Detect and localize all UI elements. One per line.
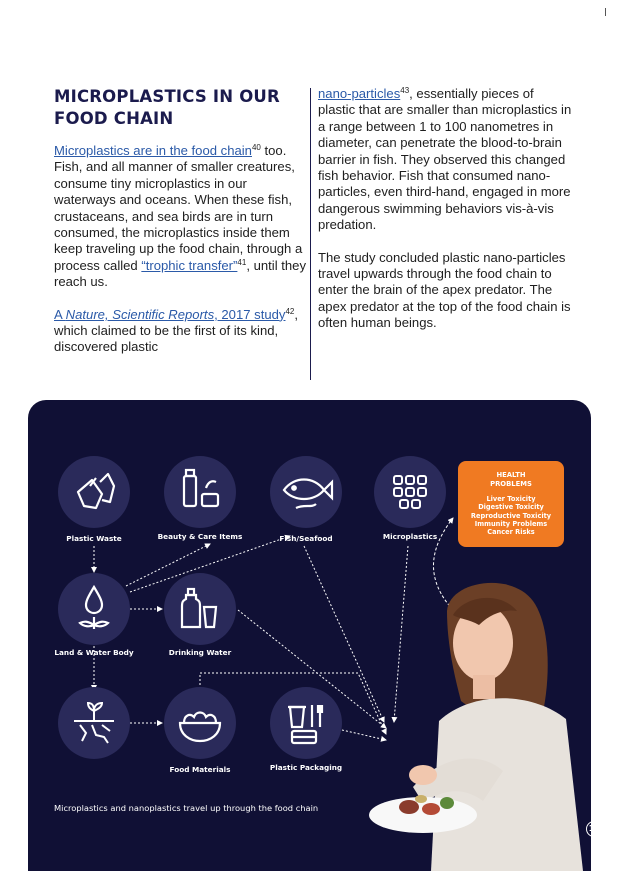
health-item: Digestive Toxicity (478, 503, 544, 512)
food-chain-infographic (28, 400, 600, 871)
paragraph-2-text: , which claimed to be the first of its kind, discovered plastic (54, 306, 299, 355)
trophic-transfer-link[interactable]: “trophic transfer” (141, 257, 238, 273)
page-number: 10 (586, 821, 602, 837)
land-water-label: Land & Water Body (54, 648, 134, 657)
health-title-1: HEALTH (496, 471, 526, 479)
health-problem-list (458, 495, 564, 536)
journal-name: Nature, Scientific Reports (65, 306, 215, 322)
bottle-glass-icon (164, 573, 236, 645)
salad-bowl-icon (164, 687, 236, 759)
cup-cutlery-icon (270, 687, 342, 759)
food-materials-node (164, 687, 236, 759)
footnote-42: 42 (285, 306, 295, 316)
paragraph-1-text-a: too. Fish, and all manner of smaller creatures, consume tiny microplastics in our waterways and oceans. When these fish, crustaceans, and sea birds are in turn consumed, the microplastics inside them keep traveling up the food chain, through a process called (54, 143, 303, 273)
cosmetics-icon (164, 456, 236, 528)
health-problems-box (458, 461, 564, 547)
footnote-41: 41 (237, 257, 247, 267)
drinking-water-label: Drinking Water (168, 648, 232, 657)
land-water-node (58, 573, 130, 645)
nature-study-link[interactable] (54, 307, 285, 322)
health-item: Liver Toxicity (486, 495, 536, 503)
paragraph-2 (54, 307, 306, 356)
nano-particles-link[interactable]: nano-particles (318, 86, 401, 101)
plastic-packaging-node (270, 687, 342, 759)
microplastics-label: Microplastics (382, 532, 438, 541)
fish-icon (270, 456, 342, 528)
article-column-1 (54, 143, 306, 372)
health-item: Immunity Problems (474, 519, 548, 528)
particles-icon (374, 456, 446, 528)
plastic-waste-node (58, 456, 130, 528)
fish-seafood-label: Fish/Seafood (279, 534, 333, 543)
food-4 (415, 795, 427, 803)
water-drop-plant-icon (58, 573, 130, 645)
paragraph-3 (318, 86, 574, 234)
food-3 (440, 797, 454, 809)
page-corner-mark (605, 8, 606, 16)
hand (409, 765, 437, 785)
health-item: Cancer Risks (487, 528, 535, 537)
beauty-care-node (164, 456, 236, 528)
soil-node (58, 687, 130, 759)
page-title: MICROPLASTICS IN OUR FOOD CHAIN (54, 87, 280, 128)
study-link-a: A (54, 306, 66, 322)
plastic-packaging-label: Plastic Packaging (269, 763, 343, 772)
paragraph-1 (54, 143, 306, 291)
infographic-caption: Microplastics and nanoplastics travel up through the food chain (54, 803, 319, 813)
paragraph-4: The study concluded plastic nano-particles travel upwards through the food chain to enter the brain of the apex predator. The apex predator at the top of the food chain is often human beings. (318, 249, 571, 331)
plastic-waste-label: Plastic Waste (66, 534, 122, 543)
health-item: Reproductive Toxicity (470, 511, 552, 520)
footnote-43: 43 (400, 86, 410, 95)
column-divider (310, 88, 311, 380)
food-chain-link[interactable]: Microplastics are in the food chain (54, 143, 252, 158)
food-1 (399, 800, 419, 814)
plastic-bottle-bag-icon (58, 456, 130, 528)
food-materials-label: Food Materials (169, 765, 231, 774)
paragraph-1-text-b: , until they reach us. (54, 257, 306, 290)
cracked-soil-icon (58, 687, 130, 759)
woman-eating-illustration (361, 571, 591, 871)
neck (473, 675, 495, 699)
article-column-2 (318, 86, 574, 348)
food-2 (422, 803, 440, 815)
paragraph-3-text: , essentially pieces of plastic that are smaller than microplastics in a range between 1 to 100 nanometres in diameter, can penetrate the blood-to-brain barrier in fish. They observed this changed fish behavior. Fish that consumed nano-particles, even third-hand, engaged in more dangerous swimming behaviors vis-à-vis predation. (318, 86, 572, 233)
microplastics-node (374, 456, 446, 528)
footnote-40: 40 (251, 143, 261, 152)
beauty-care-label: Beauty & Care Items (157, 532, 243, 541)
drinking-water-node (164, 573, 236, 645)
fish-seafood-node (270, 456, 342, 528)
study-link-c: , 2017 study (214, 306, 286, 322)
health-title-2: PROBLEMS (490, 479, 532, 488)
